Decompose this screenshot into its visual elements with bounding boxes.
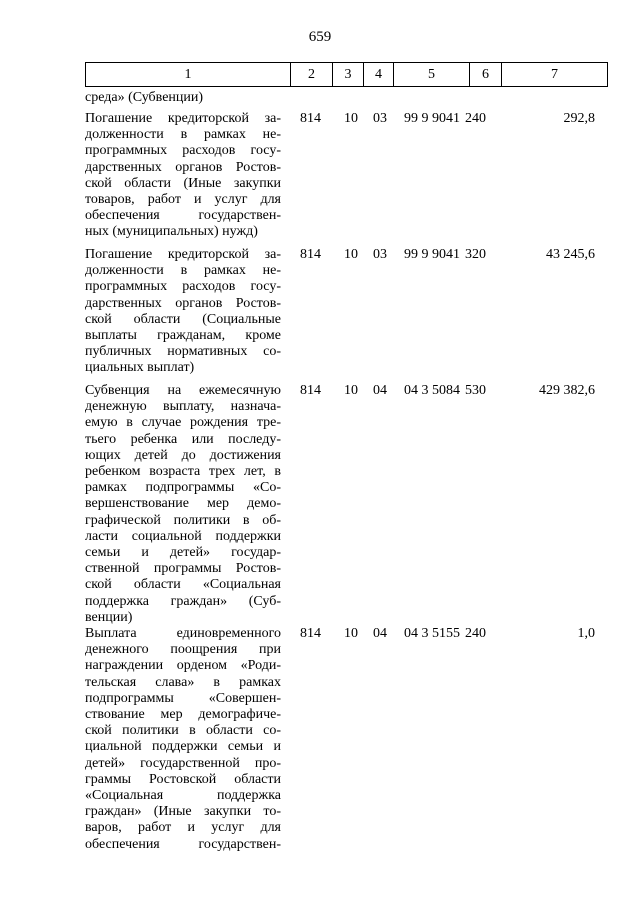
description-line: денежную выплату, назнача-: [85, 399, 281, 415]
description-line: детей» государственной про-: [85, 755, 281, 771]
description-line: товаров, работ и услуг для: [85, 192, 281, 208]
cell-subsection: 03: [373, 111, 387, 126]
header-col-3: 3: [333, 63, 364, 87]
table-row: [85, 111, 600, 247]
description-line: тельская слава» в рамках: [85, 674, 281, 690]
cell-section: 10: [344, 111, 358, 126]
cell-subsection: 04: [373, 383, 387, 398]
description-line: ственной программы Ростов-: [85, 561, 281, 577]
description-line: публичных нормативных со-: [85, 344, 281, 360]
cell-section: 10: [344, 383, 358, 398]
description-line: ных (муниципальных) нужд): [85, 224, 258, 240]
description-line: программных расходов госу-: [85, 143, 281, 159]
continuation-row: [85, 90, 600, 111]
description-line: дарственных органов Ростов-: [85, 159, 281, 175]
cell-section: 10: [344, 247, 358, 262]
cell-subsection: 04: [373, 626, 387, 641]
row-description: [85, 247, 281, 377]
description-line: ребенком возраста трех лет, в: [85, 464, 281, 480]
description-line: поддержка граждан» (Суб-: [85, 593, 281, 609]
description-line: рамках подпрограммы «Со-: [85, 480, 281, 496]
description-line: ской политики в области со-: [85, 723, 281, 739]
table-body: [85, 90, 600, 856]
description-line: «Социальная поддержка: [85, 788, 281, 804]
cell-expense-type: 240: [465, 626, 486, 641]
table-header: [85, 62, 608, 87]
description-line: обеспечения государствен-: [85, 836, 281, 852]
description-line: циальной поддержки семьи и: [85, 739, 281, 755]
page-number: 659: [308, 29, 332, 45]
cell-amount: 43 245,6: [546, 247, 595, 262]
description-line: тьего ребенка или последу-: [85, 431, 281, 447]
cell-expense-type: 240: [465, 111, 486, 126]
description-line: ской области (Иные закупки: [85, 175, 281, 191]
header-col-4: 4: [364, 63, 394, 87]
description-line: граждан» (Иные закупки то-: [85, 804, 281, 820]
description-line: Погашение кредиторской за-: [85, 247, 281, 262]
cell-amount: 429 382,6: [539, 383, 595, 398]
description-line: венции): [85, 609, 133, 625]
description-line: графической политики в об-: [85, 512, 281, 528]
cell-ministry-code: 814: [300, 247, 321, 262]
header-col-1: 1: [86, 63, 291, 87]
description-line: награждении орденом «Роди-: [85, 658, 281, 674]
table-row: [85, 383, 600, 626]
description-line: граммы Ростовской области: [85, 771, 281, 787]
cell-target-article: 99 9 9041: [404, 247, 460, 262]
description-line: варов, работ и услуг для: [85, 820, 281, 836]
description-line: ской области «Социальная: [85, 577, 281, 593]
cell-target-article: 04 3 5155: [404, 626, 460, 641]
cell-expense-type: 320: [465, 247, 486, 262]
cell-ministry-code: 814: [300, 111, 321, 126]
header-col-5: 5: [394, 63, 470, 87]
description-line: ской области (Социальные: [85, 311, 281, 327]
description-line: ласти социальной поддержки: [85, 528, 281, 544]
cell-target-article: 99 9 9041: [404, 111, 460, 126]
description-line: выплаты гражданам, кроме: [85, 328, 281, 344]
description-line: программных расходов госу-: [85, 279, 281, 295]
description-line: среда» (Субвенции): [85, 90, 204, 105]
header-col-7: 7: [502, 63, 608, 87]
description-line: ствование мер демографиче-: [85, 707, 281, 723]
row-description: [85, 626, 281, 853]
description-line: денежного поощрения при: [85, 642, 281, 658]
table-row: [85, 626, 600, 856]
description-line: подпрограммы «Совершен-: [85, 690, 281, 706]
description-line: Погашение кредиторской за-: [85, 111, 281, 126]
cell-ministry-code: 814: [300, 626, 321, 641]
cell-ministry-code: 814: [300, 383, 321, 398]
cell-target-article: 04 3 5084: [404, 383, 460, 398]
row-description: [85, 383, 281, 626]
description-line: циальных выплат): [85, 360, 195, 376]
description-line: Субвенция на ежемесячную: [85, 383, 281, 398]
description-line: обеспечения государствен-: [85, 208, 281, 224]
description-line: долженности в рамках не-: [85, 263, 281, 279]
row-description: [85, 111, 281, 241]
description-line: семьи и детей» государ-: [85, 545, 281, 561]
cell-expense-type: 530: [465, 383, 486, 398]
description-line: долженности в рамках не-: [85, 127, 281, 143]
header-col-2: 2: [291, 63, 333, 87]
description-line: дарственных органов Ростов-: [85, 295, 281, 311]
cell-section: 10: [344, 626, 358, 641]
description-line: Выплата единовременного: [85, 626, 281, 641]
table-row: [85, 247, 600, 383]
cell-amount: 292,8: [563, 111, 595, 126]
cell-amount: 1,0: [577, 626, 595, 641]
cell-subsection: 03: [373, 247, 387, 262]
description-line: вершенствование мер демо-: [85, 496, 281, 512]
table-header-row: [86, 63, 608, 87]
header-col-6: 6: [470, 63, 502, 87]
description-line: ющих детей до достижения: [85, 447, 281, 463]
description-line: емую в случае рождения тре-: [85, 415, 281, 431]
row-description: [85, 90, 281, 106]
